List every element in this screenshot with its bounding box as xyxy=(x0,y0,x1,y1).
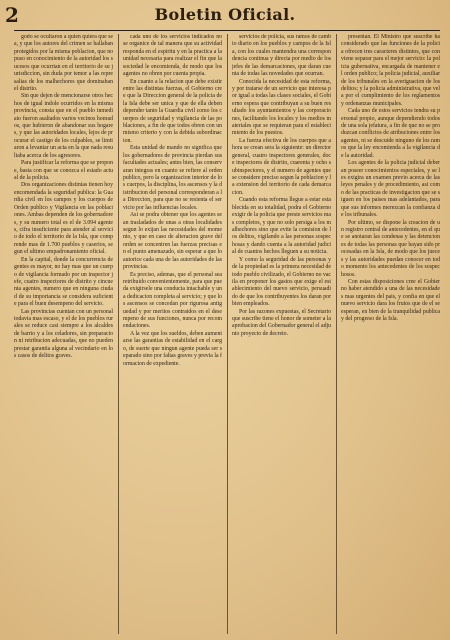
paragraph: Para justificar la reforma que se propone, basta con que se conozca el estado actual de la policia. xyxy=(14,160,113,182)
text-column-3 xyxy=(232,34,331,634)
paragraph: Esta unidad de mando no significa que los gobernadores de provincia pierdan sus facultades actuales; antes bien, las conservaran integras en cuanto se refiere al orden publico, pero la organizacion interior de los cuerpos, la disciplina, los ascensos y la distribucion del personal corresponderan a la Direccion, para que no se resienta el servicio por las influencias locales. xyxy=(123,145,222,211)
paragraph: La fuerza efectiva de los cuerpos que ahora se crean sera la siguiente: un director general, cuatro inspectores generales, doce inspectores de distrito, cuarenta y ocho subinspectores, y el numero de agentes que se considere preciso segun la poblacion y la extension del territorio de cada demarcacion. xyxy=(232,137,331,196)
paragraph: Por las razones expuestas, el Secretario que suscribe tiene el honor de someter a la aprobacion del Gobernador general el adjunto proyecto de decreto. xyxy=(232,308,331,337)
paragraph: En la capital, donde la concurrencia de gentes es mayor, no hay mas que un cuerpo de vigilancia formado por un inspector jefe, cuatro inspectores de distrito y cincuenta agentes, numero que en ninguna ciudad de su importancia se considera suficiente para el buen desempeno del servicio. xyxy=(14,256,113,308)
column-divider xyxy=(336,34,337,634)
paragraph: Con estas disposiciones cree el Gobierno haber atendido a una de las necesidades mas urgentes del pais, y confia en que el nuevo servicio dara los frutos que de el se esperan, en bien de la tranquilidad publica y del progreso de la Isla. xyxy=(341,278,440,323)
text-columns xyxy=(14,34,440,634)
paragraph: presentan. El Ministro que suscribe ha considerado que las funciones de la policia ofrecen tres caracteres distintos, que conviene separar para el mejor servicio: la policia gubernativa, encargada de mantener el orden publico; la policia judicial, auxiliar de los tribunales en la averiguacion de los delitos; y la policia administrativa, que vela por el cumplimiento de los reglamentos y ordenanzas municipales. xyxy=(341,34,440,107)
paragraph: Cuando esta reforma llegue a estar establecida en su totalidad, podra el Gobierno exigir de la policia que preste servicios mas completos, y que no solo persiga a los malhechores sino que evite la comision de los delitos, vigilando a las personas sospechosas y dando cuenta a la autoridad judicial de cuantos hechos lleguen a su noticia. xyxy=(232,197,331,256)
paragraph: Cada uno de estos servicios tendra su personal propio, aunque dependiendo todos de una sola jefatura, a fin de que no se produzcan conflictos de atribuciones entre los agentes, ni se descuide ninguno de los ramos que la ley encomienda a la vigilancia de la autoridad. xyxy=(341,108,440,159)
paragraph: Sin que dejen de mencionarse otros hechos de igual indole ocurridos en la misma provincia, consta que en el pueblo inmediato fueron asaltados varios vecinos honrados, que hubieron de abandonar sus hogares, y que las autoridades locales, lejos de procurar el castigo de los culpables, se limitaron a levantar un acta en la que nada resultaba acerca de los agresores. xyxy=(14,93,113,159)
paragraph: A la vez que los sueldos, deben aumentarse las garantias de estabilidad en el cargo, de suerte que ningun agente pueda ser separado sino por faltas graves y previa la formacion de expediente. xyxy=(123,330,222,367)
page-number: 2 xyxy=(5,3,19,27)
page-title: Boletin Oficial. xyxy=(154,5,296,24)
paragraph: godo se ocultaron a quien quiera que sea, y que los autores del crimen se hallaban protegidos por la misma poblacion, que no puso en conocimiento de la autoridad los sucesos que ocurrian en el territorio de su jurisdiccion, sin duda por temor a las represalias de los malhechores que dominaban el distrito. xyxy=(14,34,113,92)
text-column-4 xyxy=(341,34,440,634)
text-column-2 xyxy=(123,34,222,634)
paragraph: Conocida la necesidad de esta reforma, y por tratarse de un servicio que interesa por igual a todas las clases sociales, el Gobierno espera que contribuyan a su buen resultado los ayuntamientos y las corporaciones, facilitando los locales y los medios materiales que se requieran para el establecimiento de los puestos. xyxy=(232,78,331,137)
header-rule xyxy=(14,30,440,31)
paragraph: Las provincias cuentan con un personal todavia mas escaso, y el de los pueblos rurales se reduce casi siempre a los alcaldes de barrio y a los celadores, sin preparacion ni retribucion adecuadas, que no pueden prestar garantia alguna al vecindario en los casos de delitos graves. xyxy=(14,308,113,360)
paragraph: Por ultimo, se dispone la creacion de un registro central de antecedentes, en el que se anotaran las condenas y las detenciones de todas las personas que hayan sido procesadas en la Isla, de modo que los jueces y las autoridades puedan conocer en todo momento los antecedentes de los sospechosos. xyxy=(341,219,440,278)
paragraph: En cuanto a la relacion que debe existir entre las distintas fuerzas, el Gobierno cree que la Direccion general de la policia de la Isla debe ser unica y que de ella deben depender tanto la Guardia civil como los cuerpos de seguridad y vigilancia de las poblaciones, a fin de que todos obren con un mismo criterio y con la debida subordinacion. xyxy=(123,78,222,144)
paragraph: cada uno de los servicios indicados no se organice de tal manera que su actividad responda en el espiritu y en la practica a la unidad necesaria para realizar el fin que la sociedad le encomienda, de modo que los agentes no obren por cuenta propia. xyxy=(123,34,222,78)
paragraph: servicios de policia, sus ramos de cambio diario en los pueblos y campos de la Isla, con los cuales mantendra una correspondencia continua y directa por medio de los jefes de las demarcaciones, que daran cuenta de todas las novedades que ocurran. xyxy=(232,34,331,78)
paragraph: Los agentes de la policia judicial deberan poseer conocimientos especiales, y se les exigira un examen previo acerca de las leyes penales y de procedimiento, asi como de las practicas de investigacion que se siguen en los paises mas adelantados, para que sus informes merezcan la confianza de los tribunales. xyxy=(341,160,440,219)
text-column-1 xyxy=(14,34,113,634)
paragraph: Es preciso, ademas, que el personal sea retribuido convenientemente, para que pueda exigirsele una conducta intachable y una dedicacion completa al servicio; y que los ascensos se concedan por rigurosa antiguedad y por meritos contraidos en el desempeno de sus funciones, nunca por recomendaciones. xyxy=(123,271,222,330)
paragraph: Dos organizaciones distintas tienen hoy encomendada la seguridad publica: la Guardia civil en los campos y los cuerpos de Orden publico y Vigilancia en las poblaciones. Ambas dependen de los gobernadores, y su numero total es el de 3.094 agentes, cifra insuficiente para atender al servicio de todo el territorio de la Isla, que comprende mas de 1.700 pueblos y caserios, segun el ultimo empadronamiento oficial. xyxy=(14,182,113,256)
paragraph: Y como la seguridad de las personas y de la propiedad es la primera necesidad de todo pueblo civilizado, el Gobierno no vacila en proponer los gastos que exige el establecimiento del nuevo servicio, persuadido de que los contribuyentes los daran por bien empleados. xyxy=(232,256,331,308)
column-divider xyxy=(227,34,228,634)
page-header xyxy=(0,0,450,30)
column-divider xyxy=(118,34,119,634)
paragraph: Asi se podra obtener que los agentes sean trasladados de unas a otras localidades segun lo exijan las necesidades del momento, y que en caso de alteracion grave del orden se concentren las fuerzas precisas en el punto amenazado, sin esperar a que lo autorice cada una de las autoridades de las provincias. xyxy=(123,212,222,271)
